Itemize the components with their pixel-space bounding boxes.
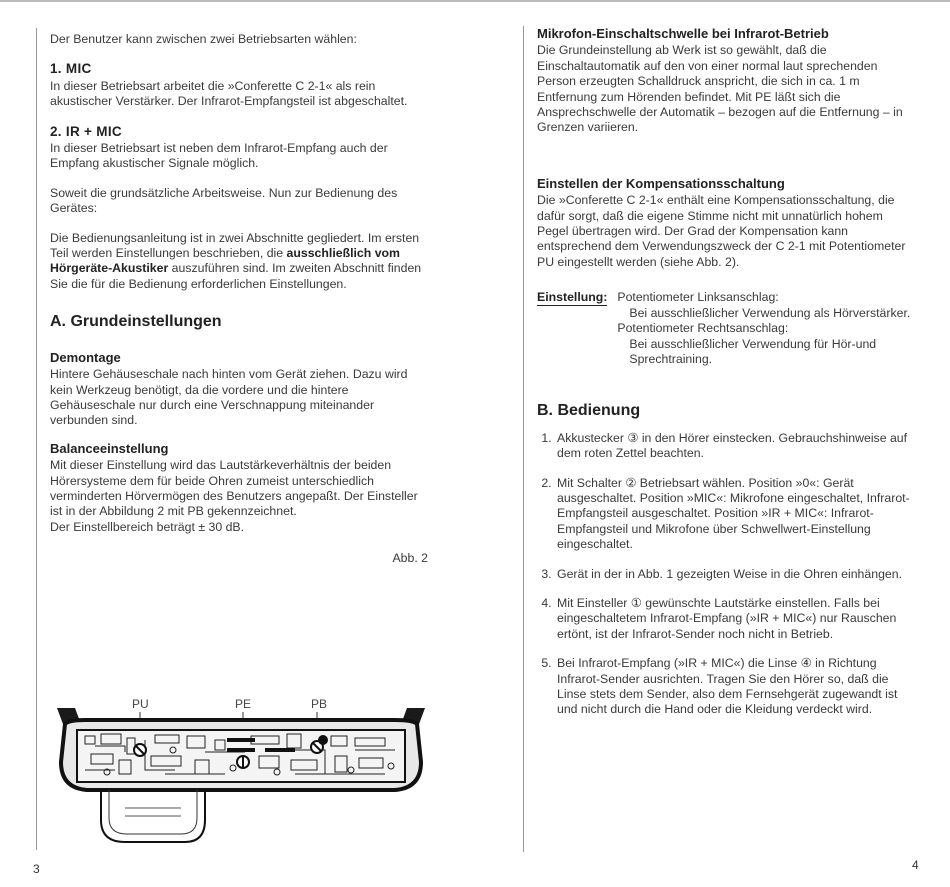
section-b-heading: B. Bedienung [537,402,641,420]
bedienung-steps [537,431,915,718]
step-item: 5. Bei Infrarot-Empfang (»IR + MIC«) die Linse ④ in Richtung Infrarot-Sender ausrichten. Tragen Sie den Hörer so, daß die Linse stets dem Sender, also dem Fernsehgerät zugewandt ist und nicht durch die Hand oder die Kleidung verdeckt wird. [555,656,915,718]
anleitung-post: auszuführen sind. Im zweiten Abschnitt finden Sie die für die Bedienung erforderlichen Einstellungen. [50,261,422,291]
right-column [537,26,915,732]
left-column [50,32,428,567]
einstellung-line-1: Potentiometer Linksanschlag: [617,290,779,305]
anleitung-pre: Die Bedienungsanleitung ist in zwei Abschnitte gegliedert. Im ersten Teil werden Einstellungen beschrieben, die [50,230,420,261]
demontage-text: Hintere Gehäuseschale nach hinten vom Gerät ziehen. Dazu wird kein Werkzeug benötigt, da die vordere und die hintere Gehäuseschale nur durch eine Verschnappung miteinander verbunden sind. [50,367,408,428]
ir-mic-heading: 2. IR + MIC [50,123,122,139]
einstellung-line-4: Bei ausschließlicher Verwendung für Hör-und Sprechtraining. [629,336,877,366]
step-item: 3. Gerät in der in Abb. 1 gezeigten Weise in die Ohren einhängen. [555,567,915,582]
intro-text: Der Benutzer kann zwischen zwei Betriebsarten wählen: [50,32,357,46]
anleitung-bold: ausschließlich vom Hörgeräte-Akustiker [50,246,400,276]
top-edge-right [475,0,950,2]
demontage-heading: Demontage [50,349,121,365]
ir-mic-text: In dieser Betriebsart ist neben dem Infrarot-Empfang auch der Empfang akustischer Signale möglich. [50,141,388,171]
einstellung-line-3: Potentiometer Rechtsanschlag: [617,321,789,336]
komp-heading: Einstellen der Kompensationsschaltung [537,175,785,191]
mikro-heading: Mikrofon-Einschaltschwelle bei Infrarot-Betrieb [537,26,829,41]
section-a-heading: A. Grundeinstellungen [50,313,222,331]
label-pb: PB [311,697,328,711]
label-pu: PU [132,697,149,711]
figure-caption: Abb. 2 [392,551,428,566]
page-number-right: 4 [912,858,919,872]
einstellung-block [537,290,915,367]
left-margin-rule [36,28,37,850]
einstellung-body [617,290,915,367]
step-item: 2. Mit Schalter ② Betriebsart wählen. Position »0«: Gerät ausgeschaltet. Position »MIC«: Mikrofone eingeschaltet, Infrarot-Empfangsteil ausgeschaltet. Position »IR + MIC«: Infrarot-Empfangsteil und Mikrofone über Schwellwert-Einstellung eingeschaltet. [555,476,915,553]
balance-range: Der Einstellbereich beträgt ± 30 dB. [50,519,245,534]
anleitung-text [50,231,428,293]
page-number-left: 3 [33,862,40,876]
circuit-board-figure [55,690,427,880]
mikro-text: Die Grundeinstellung ab Werk ist so gewählt, daß die Einschaltautomatik auf den von einer normal laut sprechenden Person erzeugten Schalldruck anspricht, die sich in ca. 1 m Entfernung zum Hörenden befindet. Mit PE läßt sich die Ansprechschwelle der Automatik – bezogen auf die Entfernung – in Grenzen variieren. [537,43,903,135]
right-margin-rule [523,26,524,852]
balance-heading: Balanceeinstellung [50,440,169,456]
soweit-text: Soweit die grundsätzliche Arbeitsweise. Nun zur Bedienung des Gerätes: [50,185,398,216]
einstellung-label: Einstellung: [537,290,608,305]
einstellung-line-2: Bei ausschließlicher Verwendung als Hörverstärker. [629,305,911,320]
label-pe: PE [235,697,252,711]
top-edge [0,0,475,2]
mic-heading: 1. MIC [50,61,92,77]
balance-text: Mit dieser Einstellung wird das Lautstärkeverhältnis der beiden Hörersysteme dem für beide Ohren zumeist unterschiedlich verminderten Hörvermögen des Benutzers angepaßt. Der Einsteller ist in der Abbildung 2 mit PB gekennzeichnet. [50,458,418,519]
step-item: 1. Akkustecker ③ in den Hörer einstecken. Gebrauchshinweise auf dem roten Zettel beachten. [555,431,915,462]
mic-text: In dieser Betriebsart arbeitet die »Conferette C 2-1« als rein akustischer Verstärker. Der Infrarot-Empfangsteil ist abgeschaltet. [50,78,408,109]
step-item: 4. Mit Einsteller ① gewünschte Lautstärke einstellen. Falls bei eingeschaltetem Infrarot-Empfang (»IR + MIC«) nur Rauschen ertönt, ist der Infrarot-Sender noch nicht in Betrieb. [555,596,915,642]
komp-text: Die »Conferette C 2-1« enthält eine Kompensationsschaltung, die dafür sorgt, daß die eigene Stimme nicht mit unnatürlich hohem Pegel übertragen wird. Der Grad der Kompensation kann entsprechend dem Verwendungszweck der C 2-1 mit Potentiometer PU eingestellt werden (siehe Abb. 2). [537,193,906,269]
